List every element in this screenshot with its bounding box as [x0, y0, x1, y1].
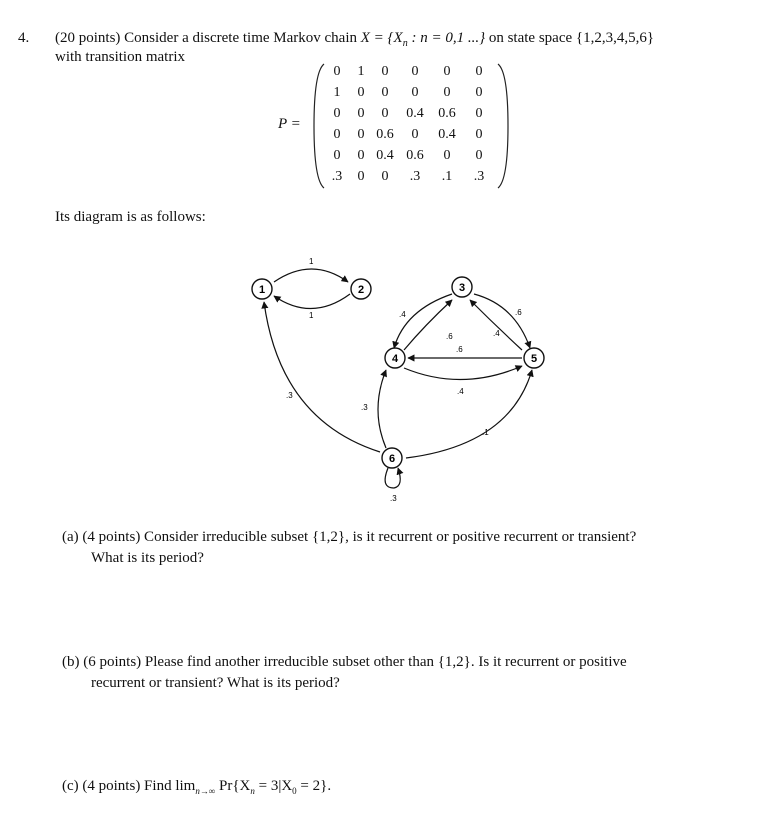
matrix-cell: 0 [333, 106, 341, 121]
label-4-3: .6 [446, 332, 453, 341]
matrix-cell: 0.4 [438, 127, 456, 142]
matrix-cell: 0.6 [376, 127, 394, 142]
matrix-cell: 0 [333, 148, 341, 163]
problem-number: 4. [18, 30, 30, 46]
question-c-text: (c) (4 points) Find lim [62, 778, 196, 794]
matrix-cell: 0.4 [406, 106, 424, 121]
matrix-cell: 0 [333, 64, 341, 79]
matrix-cell: 0 [475, 127, 483, 142]
matrix-cell: 0 [443, 85, 451, 100]
edge-4-5 [404, 366, 522, 380]
question-c-tail: = 2}. [296, 778, 332, 794]
label-6-1: .3 [286, 391, 293, 400]
question-b-line2: recurrent or transient? What is its period? [91, 675, 340, 691]
matrix-cell: 0 [333, 127, 341, 142]
matrix-cell: 1 [357, 64, 365, 79]
matrix-cell: 0 [381, 85, 389, 100]
matrix-cell: 0 [443, 64, 451, 79]
intro-math: X = {X [360, 30, 403, 46]
label-3-4: .4 [399, 310, 406, 319]
question-b-line1: (b) (6 points) Please find another irreducible subset other than {1,2}. Is it recurrent or positive [62, 654, 627, 670]
matrix-cell: 0 [475, 85, 483, 100]
question-a-line1: (a) (4 points) Consider irreducible subset {1,2}, is it recurrent or positive recurrent or transient? [62, 529, 637, 545]
matrix-cell: 0 [443, 148, 451, 163]
node-1-label: 1 [258, 284, 266, 296]
matrix-cell: 0 [381, 106, 389, 121]
node-6 [382, 448, 402, 468]
label-6-4: .3 [361, 403, 368, 412]
matrix-cell: 0.6 [438, 106, 456, 121]
matrix-cell: 0 [411, 85, 419, 100]
node-3-label: 3 [458, 282, 466, 294]
matrix-cell: 0 [357, 85, 365, 100]
node-5-label: 5 [530, 353, 538, 365]
matrix-cell: 0 [357, 169, 365, 184]
matrix-cell: .1 [441, 169, 453, 184]
edge-1-2 [274, 269, 348, 282]
edge-2-1 [274, 294, 350, 309]
label-4-5: .4 [457, 387, 464, 396]
label-6-5: .1 [482, 428, 489, 437]
question-c [62, 778, 331, 796]
label-3-5: .6 [515, 308, 522, 317]
matrix-cell: 0.6 [406, 148, 424, 163]
matrix-cell: 0 [357, 127, 365, 142]
node-3 [452, 277, 472, 297]
edge-6-4 [378, 370, 386, 448]
question-c-sub2: n [250, 786, 255, 796]
question-c-sub3: 0 [292, 786, 297, 796]
question-c-rest: Pr{X [215, 778, 251, 794]
matrix-cell: 0 [357, 106, 365, 121]
state-space: {1,2,3,4,5,6} [575, 30, 655, 46]
node-1 [252, 279, 272, 299]
matrix-cell: .3 [409, 169, 421, 184]
intro-math-sub: n [402, 38, 408, 49]
matrix-cell: 0 [475, 106, 483, 121]
question-c-sub: n→∞ [195, 786, 216, 796]
intro-text-a: (20 points) Consider a discrete time Markov chain [55, 30, 361, 46]
matrix-cell: 0.4 [376, 148, 394, 163]
matrix-cell: 0 [475, 148, 483, 163]
node-5 [524, 348, 544, 368]
label-5-4: .6 [456, 345, 463, 354]
edge-6-1 [264, 302, 380, 452]
problem-intro-line2: with transition matrix [55, 49, 185, 65]
matrix-cell: .3 [473, 169, 485, 184]
diagram-intro: Its diagram is as follows: [55, 209, 206, 225]
label-1-2: 1 [309, 257, 314, 266]
matrix-cell: 0 [381, 169, 389, 184]
edge-4-3 [404, 300, 452, 350]
node-6-label: 6 [388, 453, 396, 465]
intro-math-2: : n = 0,1 ...} [407, 30, 486, 46]
question-a-line2: What is its period? [91, 550, 204, 566]
node-4-label: 4 [391, 353, 399, 365]
edge-3-4 [394, 294, 452, 348]
edge-3-5 [474, 294, 530, 348]
matrix-cell: .3 [331, 169, 343, 184]
node-4 [385, 348, 405, 368]
matrix-cell: 0 [411, 64, 419, 79]
matrix-label: P = [278, 116, 301, 132]
node-2-label: 2 [357, 284, 365, 296]
matrix-cell: 0 [381, 64, 389, 79]
node-2 [351, 279, 371, 299]
matrix-cell: 0 [357, 148, 365, 163]
edge-6-6 [385, 468, 400, 488]
label-6-6: .3 [390, 494, 397, 503]
intro-text-b: on state space [485, 30, 576, 46]
label-5-3: .4 [493, 329, 500, 338]
question-c-end: = 3|X [254, 778, 293, 794]
matrix-cell: 0 [411, 127, 419, 142]
matrix-cell: 1 [333, 85, 341, 100]
label-2-1: 1 [309, 311, 314, 320]
matrix-cell: 0 [475, 64, 483, 79]
edge-6-5 [406, 370, 532, 458]
